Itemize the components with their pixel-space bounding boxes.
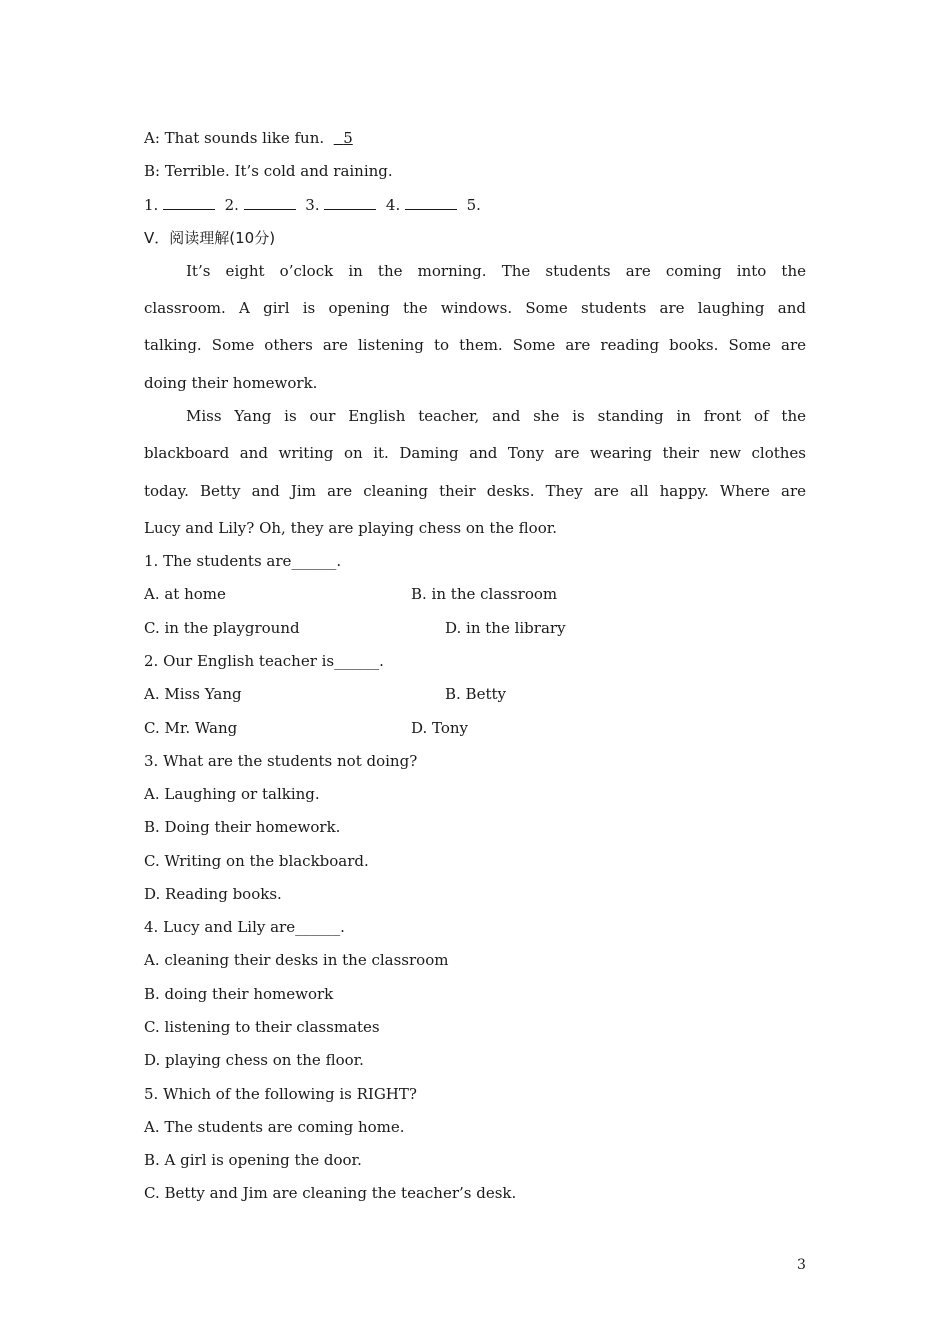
- question-3-stem: 3. What are the students not doing?: [144, 752, 418, 770]
- question-2-option-d: D. Tony: [411, 719, 469, 737]
- blank-number-4: 4.: [385, 196, 401, 214]
- question-1-option-a: A. at home: [144, 585, 226, 603]
- dialogue-line-a: [144, 128, 353, 148]
- passage-p2-line-1: Miss Yang is our English teacher, and she is standing in front of the: [186, 407, 806, 425]
- question-2-option-b: B. Betty: [445, 685, 506, 703]
- question-4-stem: 4. Lucy and Lily are______.: [144, 918, 345, 936]
- answer-blank-1: [163, 195, 215, 210]
- passage-p2-line-2: blackboard and writing on it. Daming and Tony are wearing their new clothes: [144, 444, 806, 462]
- question-5-option-c: C. Betty and Jim are cleaning the teacher’s desk.: [144, 1184, 517, 1202]
- passage-p2-line-3: today. Betty and Jim are cleaning their desks. They are all happy. Where are: [144, 482, 806, 500]
- question-4-option-c: C. listening to their classmates: [144, 1018, 380, 1036]
- question-1-option-b: B. in the classroom: [411, 585, 558, 603]
- dialogue-line-b: B: Terrible. It’s cold and raining.: [144, 162, 393, 180]
- question-1-option-c: C. in the playground: [144, 619, 300, 637]
- blank-number-3: 3.: [305, 196, 320, 214]
- question-1-option-d: D. in the library: [445, 619, 566, 637]
- answer-blank-3: [324, 195, 376, 210]
- question-2-option-c: C. Mr. Wang: [144, 719, 238, 737]
- answer-blanks-row: [144, 195, 481, 215]
- question-3-option-b: B. Doing their homework.: [144, 818, 341, 836]
- passage-p1-line-4: doing their homework.: [144, 374, 318, 392]
- question-5-stem: 5. Which of the following is RIGHT?: [144, 1085, 417, 1103]
- question-2-stem: 2. Our English teacher is______.: [144, 652, 384, 670]
- blank-number-1: 1.: [144, 196, 159, 214]
- dialogue-a-answer: 5: [343, 129, 353, 147]
- blank-number-2: 2.: [224, 196, 239, 214]
- section-heading: V．阅读理解(10分): [144, 229, 276, 247]
- question-3-option-c: C. Writing on the blackboard.: [144, 852, 369, 870]
- passage-p1-line-3: talking. Some others are listening to them. Some are reading books. Some are: [144, 336, 806, 354]
- question-4-option-b: B. doing their homework: [144, 985, 334, 1003]
- question-3-option-a: A. Laughing or talking.: [144, 785, 320, 803]
- question-3-option-d: D. Reading books.: [144, 885, 282, 903]
- passage-p2-line-4: Lucy and Lily? Oh, they are playing chess on the floor.: [144, 519, 558, 537]
- blank-number-5: 5.: [466, 196, 481, 214]
- question-2-option-a: A. Miss Yang: [144, 685, 242, 703]
- answer-blank-4: [405, 195, 457, 210]
- question-4-option-d: D. playing chess on the floor.: [144, 1051, 364, 1069]
- question-5-option-b: B. A girl is opening the door.: [144, 1151, 362, 1169]
- question-4-option-a: A. cleaning their desks in the classroom: [144, 951, 449, 969]
- passage-p1-line-2: classroom. A girl is opening the windows. Some students are laughing and: [144, 299, 806, 317]
- passage-p1-line-1: It’s eight o’clock in the morning. The students are coming into the: [186, 262, 806, 280]
- question-1-stem: 1. The students are______.: [144, 552, 342, 570]
- dialogue-a-text: A: That sounds like fun.: [144, 129, 325, 147]
- page-number: 3: [797, 1257, 806, 1273]
- answer-blank-2: [244, 195, 296, 210]
- question-5-option-a: A. The students are coming home.: [144, 1118, 405, 1136]
